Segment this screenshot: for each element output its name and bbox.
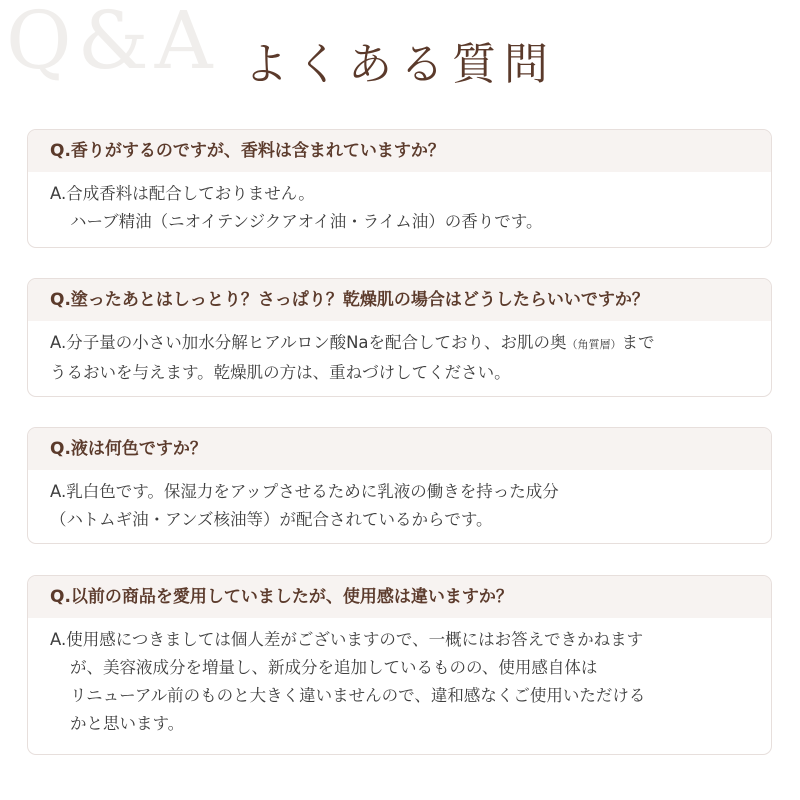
faq-answer [28,321,771,387]
answer-line: うるおいを与えます。乾燥肌の方は、重ねづけしてください。 [50,363,511,382]
answer-text-end: まで [621,333,655,352]
faq-question: Q.香りがするのですが、香料は含まれていますか？ [28,130,771,172]
answer-text: A.分子量の小さい加水分解ヒアルロン酸Naを配合しており、お肌の奥 [50,333,567,352]
answer-note: （角質層） [566,338,622,351]
faq-answer [28,172,771,236]
answer-line: A.乳白色です。保湿力をアップさせるために乳液の働きを持った成分 [50,482,559,501]
faq-item [27,278,772,397]
answer-line: が、美容液成分を増量し、新成分を追加しているものの、使用感自体は [70,658,598,677]
faq-item [27,575,772,755]
answer-line: A.使用感につきましては個人差がございますので、一概にはお答えできかねます [50,630,644,649]
faq-question: Q.液は何色ですか？ [28,428,771,470]
answer-line: リニューアル前のものと大きく違いませんので、違和感なくご使用いただける [70,686,646,705]
faq-question: Q.塗ったあとはしっとり？さっぱり？乾燥肌の場合はどうしたらいいですか？ [28,279,771,321]
answer-line: ハーブ精油（ニオイテンジクアオイ油・ライム油）の香りです。 [70,212,543,231]
answer-line: （ハトムギ油・アンズ核油等）が配合されているからです。 [50,510,493,529]
answer-line: かと思います。 [70,714,185,733]
page-title: よくある質問 [244,39,556,90]
faq-item [27,427,772,544]
qa-watermark: Q&A [6,0,219,87]
faq-question: Q.以前の商品を愛用していましたが、使用感は違いますか？ [28,576,771,618]
faq-answer [28,618,771,738]
faq-answer [28,470,771,534]
answer-line: A.合成香料は配合しておりません。 [50,184,315,203]
answer-line [50,329,761,359]
faq-item [27,129,772,248]
